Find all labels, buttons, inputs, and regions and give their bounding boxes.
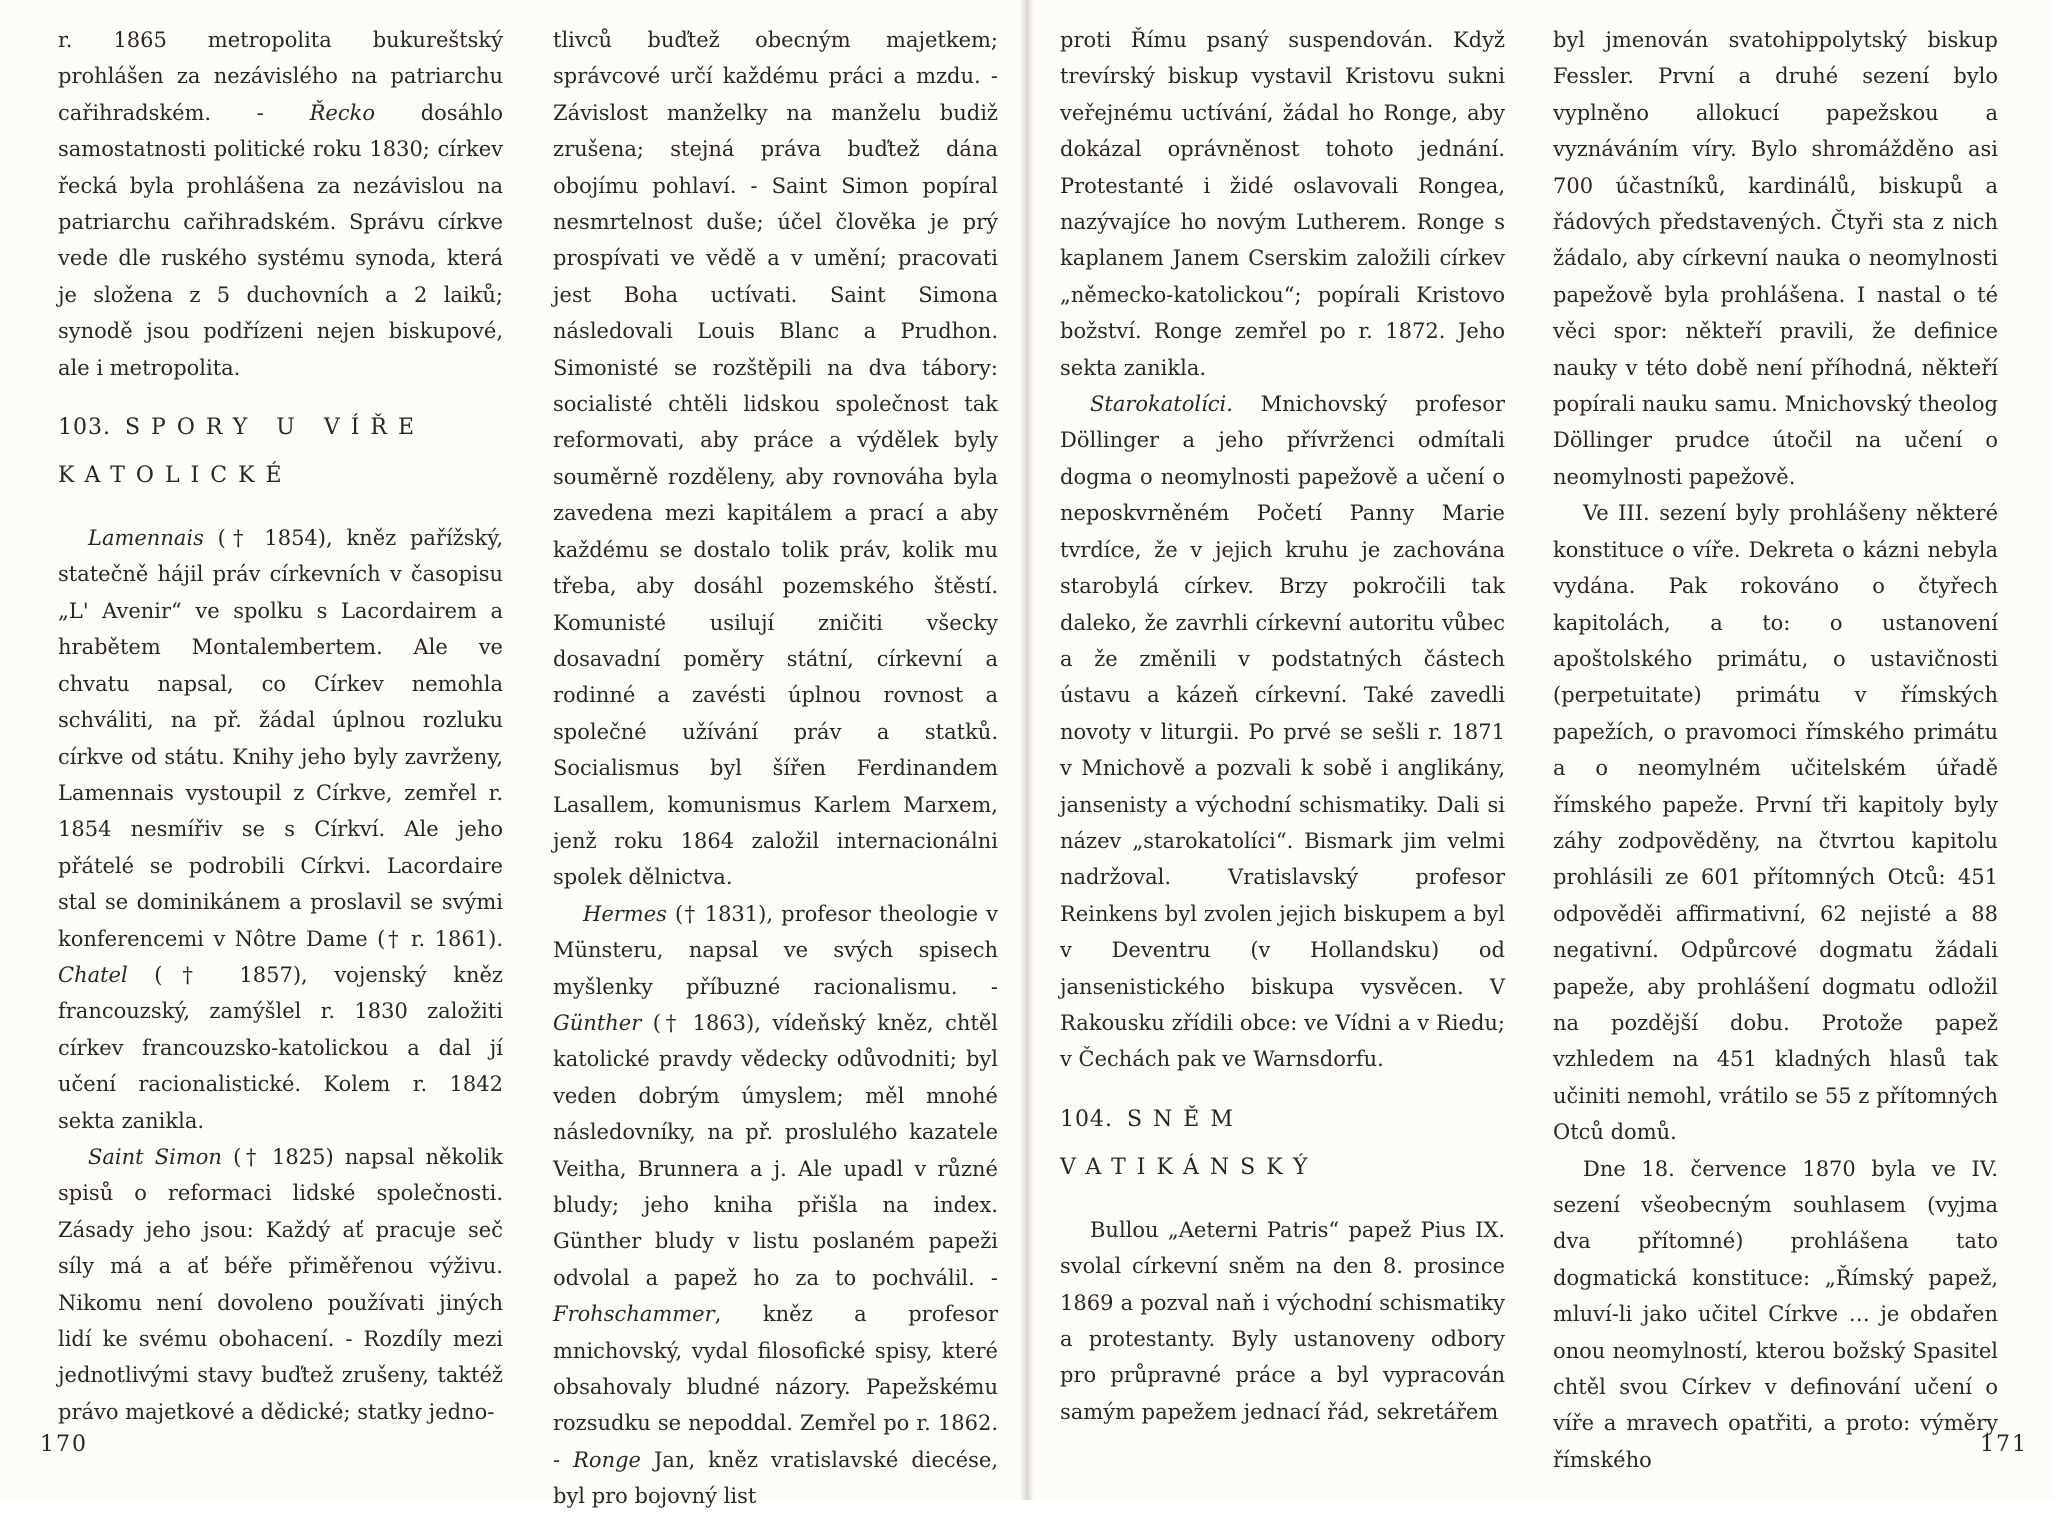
paragraph: r. 1865 metropolita bukureštský prohlášen za nezávislého na patriarchu cařihradském. - Řecko dosáhlo samostatnosti politické roku 1830; církev řecká byla prohlášena za nezávislou na patriarchu cařihradském. Správu církve vede dle ruského systému synoda, která je složena z 5 duchovních a 2 laiků; synodě jsou podřízeni nejen biskupové, ale i metropolita. xyxy=(58,28,503,380)
left-page-column-2 xyxy=(553,22,998,1515)
right-page-column-2 xyxy=(1553,22,1998,1478)
paragraph: Bullou „Aeterni Patris“ papež Pius IX. svolal církevní sněm na den 8. prosince 1869 a pozval naň i východní schismatiky a protestanty. Byly ustanoveny odbory pro průpravné práce a byl vypracován samým papežem jednací řád, sekretářem xyxy=(1060,1217,1505,1424)
right-page-column-1 xyxy=(1060,22,1505,1430)
paragraph: proti Římu psaný suspendován. Když trevírský biskup vystavil Kristovu sukni veřejnému uctívání, žádal ho Ronge, aby dokázal oprávněnost tohoto jednání. Protestanté i židé oslavovali Rongea, nazývajíce ho novým Lutherem. Ronge s kaplanem Janem Cserskim založili církev „německo-katolickou“; popírali Kristovo božství. Ronge zemřel po r. 1872. Jeho sekta zanikla. xyxy=(1060,28,1505,380)
page-number-right: 171 xyxy=(1980,1432,2028,1457)
left-page-column-1 xyxy=(58,22,503,1430)
paragraph: Ve III. sezení byly prohlášeny některé konstituce o víře. Dekreta o kázni nebyla vydána. Pak rokováno o čtyřech kapitolách, a to: o ustanovení apoštolského primátu, o ustavičnosti (perpetuitate) primátu v římských papežích, o pravomoci římského primátu a o neomylném učitelském úřadě římského papeže. První tři kapitoly byly záhy zodpověděny, na čtvrtou kapitolu prohlásili ze 601 přítomných Otců: 451 odpověděi affirmativní, 62 nejisté a 88 negativní. Odpůrcové dogmatu žádali papeže, aby prohlášení dogmatu odložil na pozdější dobu. Protože papež vzhledem na 451 kladných hlasů tak učiniti nemohl, vrátilo se 55 z přítomných Otců domů. xyxy=(1553,501,1998,1145)
paragraph: Dne 18. července 1870 byla ve IV. sezení všeobecným souhlasem (vyjma dva přítomné) prohlášena tato dogmatická konstituce: „Římský papež, mluví-li jako učitel Církve … je obdařen onou neomylností, kterou božský Spasitel chtěl svou Církev v definování učení o víře a mravech opatřiti, a proto: výměry římského xyxy=(1553,1156,1998,1472)
paragraph: Hermes († 1831), profesor theologie v Münsteru, napsal ve svých spisech myšlenky příbuzné racionalismu. - Günther († 1863), vídeňský kněz, chtěl katolické pravdy vědecky odůvodniti; byl veden dobrým úmyslem; měl mnohé následovníky, na př. proslulého kazatele Veitha, Brunnera a j. Ale upadl v různé bludy; jeho kniha přišla na index. Günther bludy v listu poslaném papeži odvolal a papež ho za to pochválil. - Frohschammer, kněz a profesor mnichovský, vydal filosofické spisy, které obsahovaly bludné názory. Papežskému rozsudku se nepoddal. Zemřel po r. 1862. - Ronge Jan, kněz vratislavské diecése, byl pro bojovný list xyxy=(553,901,998,1509)
paragraph: tlivců buďtež obecným majetkem; správcové určí každému práci a mzdu. - Závislost manželky na manželu budiž zrušena; stejná práva buďtež dána obojímu pohlaví. - Saint Simon popíral nesmrtelnost duše; účel člověka je prý prospívati ve vědě a v umění; pracovati jest Boha uctívati. Saint Simona následovali Louis Blanc a Prudhon. Simonisté se rozštěpili na dva tábory: socialisté chtěli lidskou společnost tak reformovati, aby práce a výdělek byly souměrně rozděleny, aby rovnováha byla zavedena mezi kapitálem a prací a aby každému se dostalo tolik práv, kolik mu třeba, aby dosáhl pozemského štěstí. Komunisté usilují zničiti všecky dosavadní poměry státní, církevní a rodinné a zavésti úplnou rovnost a společné užívání práv a statků. Socialismus byl šířen Ferdinandem Lasallem, komunismus Karlem Marxem, jenž roku 1864 založil internacionálni spolek dělnictva. xyxy=(553,28,998,890)
book-gutter xyxy=(1020,0,1034,1500)
paragraph: Lamennais († 1854), kněz pařížský, statečně hájil práv církevních v časopisu „L' Avenir“ ve spolku s Lacordairem a hrabětem Montalembertem. Ale ve chvatu napsal, co Církev nemohla schváliti, na př. žádal úplnou rozluku církve od státu. Knihy jeho byly zavrženy, Lamennais vystoupil z Církve, zemřel r. 1854 nesmířiv se s Církví. Ale jeho přátelé se podrobili Církvi. Lacordaire stal se dominikánem a proslavil se svými konferencemi v Nôtre Dame († r. 1861). Chatel († 1857), vojenský kněz francouzský, zamýšlel r. 1830 založiti církev francouzsko-katolickou a dal jí učení racionalistické. Kolem r. 1842 sekta zanikla. xyxy=(58,526,503,1133)
paragraph: Starokatolíci. Mnichovský profesor Döllinger a jeho přívrženci odmítali dogma o neomylnosti papežově a učení o neposkvrněném Početí Panny Marie tvrdíce, že v jejich kruhu je zachována starobylá církev. Brzy pokročili tak daleko, že zavrhli církevní autoritu vůbec a že změnili v podstatných částech ústavu a kázeň církevní. Také zavedli novoty v liturgii. Po prvé se sešli r. 1871 v Mnichově a pozvali k sobě i anglikány, jansenisty a východní schismatiky. Dali si název „starokatolíci“. Bismark jim velmi nadržoval. Vratislavský profesor Reinkens byl zvolen jejich biskupem a byl v Deventru (v Hollandsku) od jansenistického biskupa vysvěcen. V Rakousku zřídili obce: ve Vídni a v Riedu; v Čechách pak ve Warnsdorfu. xyxy=(1060,392,1505,1072)
section-heading-103: 103. SPORY U VÍŘE KATOLICKÉ xyxy=(58,415,426,489)
page-number-left: 170 xyxy=(40,1432,88,1457)
paragraph: Saint Simon († 1825) napsal několik spisů o reformaci lidské společnosti. Zásady jeho jsou: Každý ať pracuje seč síly má a ať béře přiměřenou výživu. Nikomu není dovoleno používati jiných lidí ke svému obohacení. - Rozdíly mezi jednotlivými stavy buďtež zrušeny, taktéž právo majetkové a dědické; statky jedno- xyxy=(58,1144,503,1424)
section-heading-104: 104. SNĚM VATIKÁNSKÝ xyxy=(1060,1106,1319,1180)
paragraph: byl jmenován svatohippolytský biskup Fessler. První a druhé sezení bylo vyplněno allokucí papežskou a vyznáváním víry. Bylo shromážděno asi 700 účastníků, kardinálů, biskupů a řádových představených. Čtyři sta z nich žádalo, aby církevní nauka o neomylnosti papežově byla prohlášena. I nastal o té věci spor: někteří pravili, že definice nauky v této době není příhodná, někteří popírali nauku samu. Mnichovský theolog Döllinger prudce útočil na učení o neomylnosti papežově. xyxy=(1553,28,1998,489)
